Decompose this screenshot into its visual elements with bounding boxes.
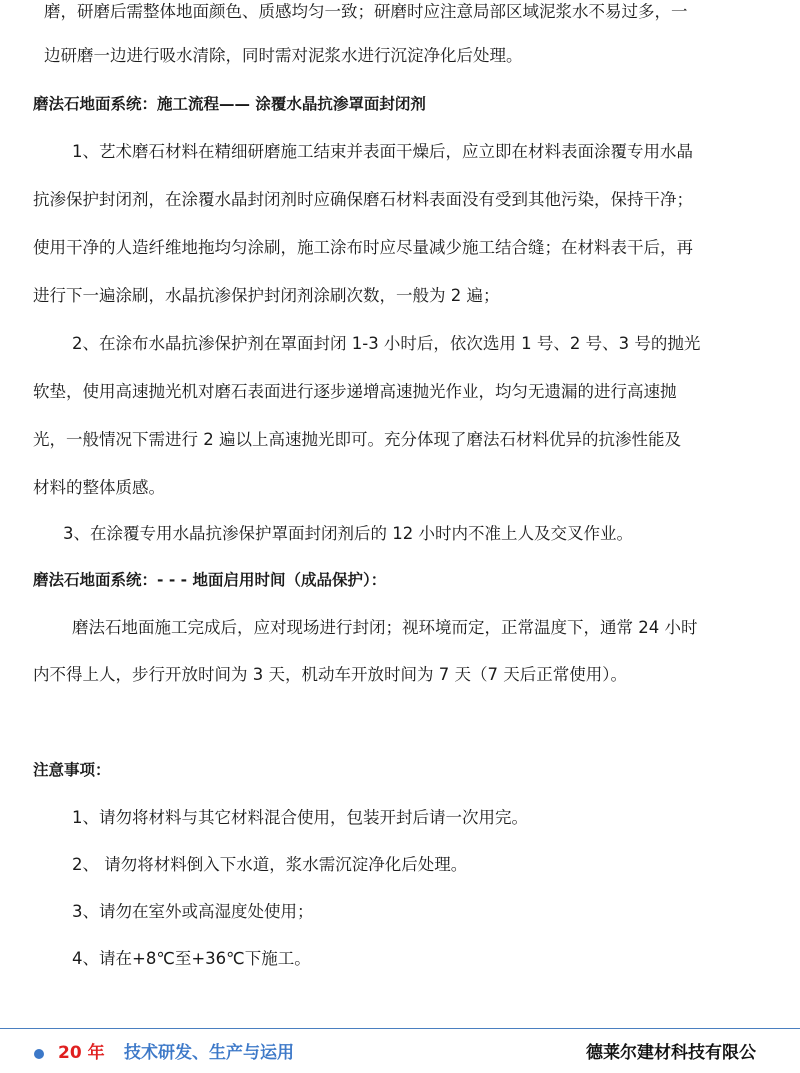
paragraph-line: 软垫，使用高速抛光机对磨石表面进行逐步递增高速抛光作业，均匀无遗漏的进行高速抛 [33,382,677,401]
footer-company-name: 德莱尔建材科技有限公 [586,1043,756,1063]
paragraph-line: 3、在涂覆专用水晶抗渗保护罩面封闭剂后的 12 小时内不准上人及交叉作业。 [63,524,633,543]
bullet-dot-icon [34,1049,44,1059]
paragraph-line: 磨法石地面施工完成后，应对现场进行封闭；视环境而定，正常温度下，通常 24 小时 [72,618,698,637]
note-item: 4、请在+8℃至+36℃下施工。 [72,949,311,968]
paragraph-line: 边研磨一边进行吸水清除，同时需对泥浆水进行沉淀净化后处理。 [44,46,523,65]
paragraph-line: 磨，研磨后需整体地面颜色、质感均匀一致；研磨时应注意局部区域泥浆水不易过多，一 [44,2,688,21]
note-item: 1、请勿将材料与其它材料混合使用，包装开封后请一次用完。 [72,808,528,827]
footer-years: 20 年 [58,1043,105,1063]
paragraph-line: 光，一般情况下需进行 2 遍以上高速抛光即可。充分体现了磨法石材料优异的抗渗性能及 [33,430,681,449]
paragraph-line: 2、在涂布水晶抗渗保护剂在罩面封闭 1-3 小时后，依次选用 1 号、2 号、3 号的抛光 [72,334,701,353]
paragraph-line: 抗渗保护封闭剂，在涂覆水晶封闭剂时应确保磨石材料表面没有受到其他污染，保持干净； [33,190,693,209]
footer-slogan: 技术研发、生产与运用 [124,1043,294,1063]
section-heading-usage-time: 磨法石地面系统：- - - 地面启用时间（成品保护）： [33,571,387,589]
note-item: 3、请勿在室外或高湿度处使用； [72,902,314,921]
section-heading-process: 磨法石地面系统：施工流程—— 涂覆水晶抗渗罩面封闭剂 [33,95,426,113]
paragraph-line: 材料的整体质感。 [33,478,165,497]
footer-divider [0,1028,800,1029]
paragraph-line: 使用干净的人造纤维地拖均匀涂刷，施工涂布时应尽量减少施工结合缝；在材料表干后，再 [33,238,693,257]
paragraph-line: 内不得上人，步行开放时间为 3 天，机动车开放时间为 7 天（7 天后正常使用）。 [33,665,627,684]
paragraph-line: 进行下一遍涂刷，水晶抗渗保护封闭剂涂刷次数，一般为 2 遍； [33,286,500,305]
note-item: 2、 请勿将材料倒入下水道，浆水需沉淀净化后处理。 [72,855,468,874]
paragraph-line: 1、艺术磨石材料在精细研磨施工结束并表面干燥后，应立即在材料表面涂覆专用水晶 [72,142,693,161]
section-heading-notes: 注意事项： [33,761,111,779]
